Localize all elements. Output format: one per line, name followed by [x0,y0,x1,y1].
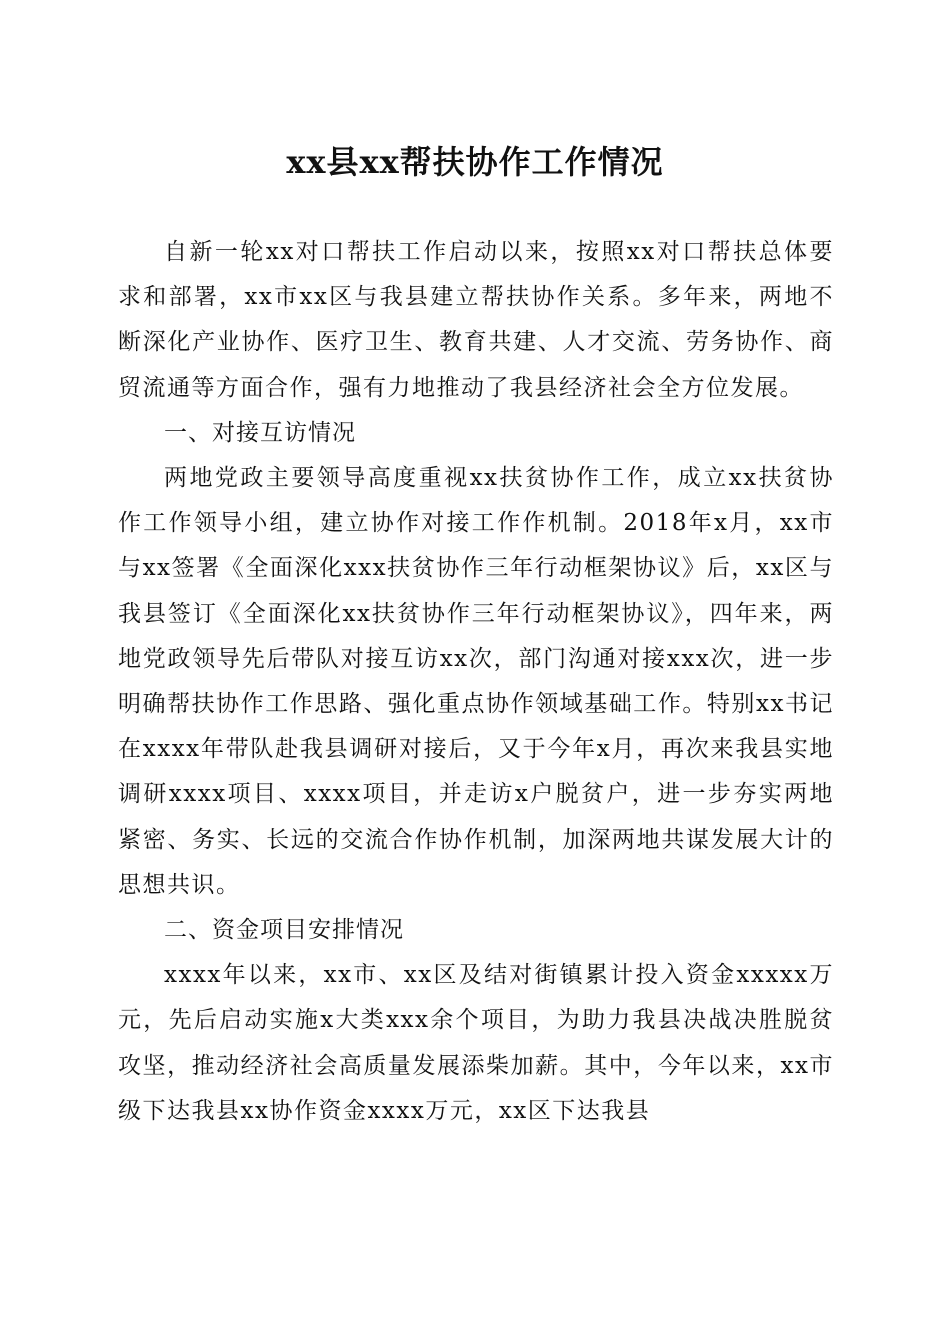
section-paragraph-funding: xxxx年以来，xx市、xx区及结对街镇累计投入资金xxxxx万元，先后启动实施x大类xxx余个项目，为助力我县决战决胜脱贫攻坚，推动经济社会高质量发展添柴加薪。其中，今年以来，xx市级下达我县xx协作资金xxxx万元，xx区下达我县 [118,962,834,1124]
section-heading-funding: 二、资金项目安排情况 [164,917,404,944]
section-heading-visits: 一、对接互访情况 [164,419,356,446]
document-body [118,230,834,1134]
intro-paragraph: 自新一轮xx对口帮扶工作启动以来，按照xx对口帮扶总体要求和部署，xx市xx区与我县建立帮扶协作关系。多年来，两地不断深化产业协作、医疗卫生、教育共建、人才交流、劳务协作、商贸流通等方面合作，强有力地推动了我县经济社会全方位发展。 [118,239,834,401]
section-paragraph-visits: 两地党政主要领导高度重视xx扶贫协作工作，成立xx扶贫协作工作领导小组，建立协作对接工作作机制。2018年x月，xx市与xx签署《全面深化xxx扶贫协作三年行动框架协议》后，xx区与我县签订《全面深化xx扶贫协作三年行动框架协议》，四年来，两地党政领导先后带队对接互访xx次，部门沟通对接xxx次，进一步明确帮扶协作工作思路、强化重点协作领域基础工作。特别xx书记在xxxx年带队赴我县调研对接后，又于今年x月，再次来我县实地调研xxxx项目、xxxx项目，并走访x户脱贫户，进一步夯实两地紧密、务实、长远的交流合作协作机制，加深两地共谋发展大计的思想共识。 [118,465,834,898]
document-title: xx县xx帮扶协作工作情况 [286,143,664,181]
